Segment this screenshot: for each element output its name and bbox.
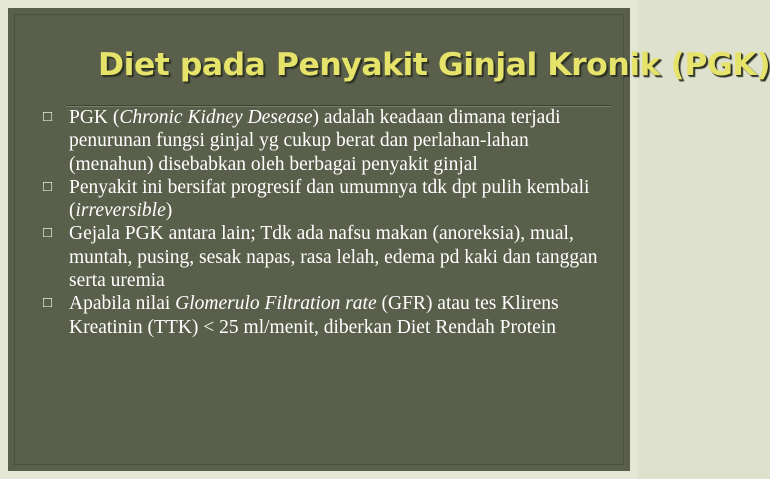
bullet-text: (GFR) atau tes Klirens Kreatinin (TTK) < 25 ml/menit, diberkan Diet Rendah Protein [69, 293, 559, 338]
bullet-text: ) [165, 200, 173, 222]
bullet-text: Apabila nilai [69, 293, 176, 315]
bullet-italic-text: irreversible [75, 200, 166, 222]
square-bullet-icon: □ [43, 109, 53, 125]
bullet-item [42, 222, 612, 292]
bullet-item [42, 176, 612, 223]
bullet-text: ) adalah keadaan dimana terjadi penurunan fungsi ginjal yg cukup berat dan perlahan-lahan (menahun) disebabkan oleh berbagai penyakit ginjal [69, 107, 561, 175]
bullet-italic-text: Chronic Kidney Desease [119, 107, 313, 128]
square-bullet-icon: □ [43, 295, 53, 312]
bullet-item [42, 292, 612, 339]
bullet-italic-text: Glomerulo Filtration rate [175, 293, 377, 315]
bullet-text: Gejala PGK antara lain; Tdk ada nafsu makan (anoreksia), mual, muntah, pusing, sesak napas, rasa lelah, edema pd kaki dan tanggan serta uremia [69, 223, 598, 292]
slide-title: Diet pada Penyakit Ginjal Kronik (PGK) [98, 47, 770, 83]
bullet-list [42, 106, 612, 339]
bullet-item [42, 106, 612, 176]
bullet-text: Penyakit ini bersifat progresif dan umumnya tdk dpt pulih kembali ( [69, 176, 590, 222]
square-bullet-icon: □ [43, 178, 53, 195]
square-bullet-icon: □ [43, 225, 53, 242]
bullet-text: PGK ( [69, 107, 120, 128]
